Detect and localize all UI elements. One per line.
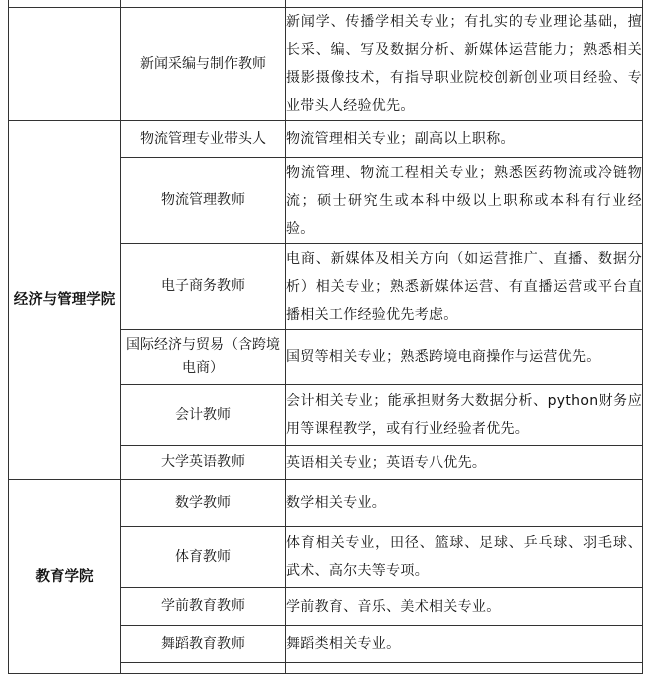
position-requirement: 英语相关专业；英语专八优先。 <box>286 446 643 480</box>
table-row <box>9 8 643 121</box>
position-name: 大学英语教师 <box>121 446 286 480</box>
position-name: 数学教师 <box>121 480 286 527</box>
requirement-cell-prev <box>286 0 643 8</box>
position-name: 学前教育教师 <box>121 588 286 626</box>
position-cell-next <box>121 663 286 674</box>
recruitment-table <box>8 0 643 674</box>
requirement-cell-next <box>286 663 643 674</box>
college-cell-continued <box>9 8 121 121</box>
position-name: 新闻采编与制作教师 <box>121 8 286 121</box>
position-requirement: 舞蹈类相关专业。 <box>286 626 643 663</box>
college-cell-prev <box>9 0 121 8</box>
position-name: 会计教师 <box>121 385 286 446</box>
position-requirement: 电商、新媒体及相关方向（如运营推广、直播、数据分析）相关专业；熟悉新媒体运营、有直播运营或平台直播相关工作经验优先考虑。 <box>286 244 643 330</box>
position-requirement: 物流管理相关专业；副高以上职称。 <box>286 121 643 158</box>
position-cell-prev <box>121 0 286 8</box>
position-name: 舞蹈教育教师 <box>121 626 286 663</box>
position-name: 物流管理专业带头人 <box>121 121 286 158</box>
position-requirement: 数学相关专业。 <box>286 480 643 527</box>
position-name: 电子商务教师 <box>121 244 286 330</box>
table-row-top-edge <box>9 0 643 8</box>
position-name: 国际经济与贸易（含跨境电商） <box>121 330 286 385</box>
position-name: 物流管理教师 <box>121 158 286 244</box>
position-name: 体育教师 <box>121 527 286 588</box>
table-row <box>9 480 643 527</box>
position-requirement: 新闻学、传播学相关专业；有扎实的专业理论基础，擅长采、编、写及数据分析、新媒体运营能力；熟悉相关摄影摄像技术，有指导职业院校创新创业项目经验、专业带头人经验优先。 <box>286 8 643 121</box>
position-requirement: 国贸等相关专业；熟悉跨境电商操作与运营优先。 <box>286 330 643 385</box>
position-requirement: 体育相关专业，田径、篮球、足球、乒乓球、羽毛球、武术、高尔夫等专项。 <box>286 527 643 588</box>
position-requirement: 会计相关专业；能承担财务大数据分析、python财务应用等课程教学，或有行业经验者优先。 <box>286 385 643 446</box>
college-name-edu: 教育学院 <box>9 480 121 674</box>
table-row <box>9 121 643 158</box>
position-requirement: 学前教育、音乐、美术相关专业。 <box>286 588 643 626</box>
position-requirement: 物流管理、物流工程相关专业；熟悉医药物流或冷链物流；硕士研究生或本科中级以上职称或本科有行业经验。 <box>286 158 643 244</box>
college-name-econ: 经济与管理学院 <box>9 121 121 480</box>
